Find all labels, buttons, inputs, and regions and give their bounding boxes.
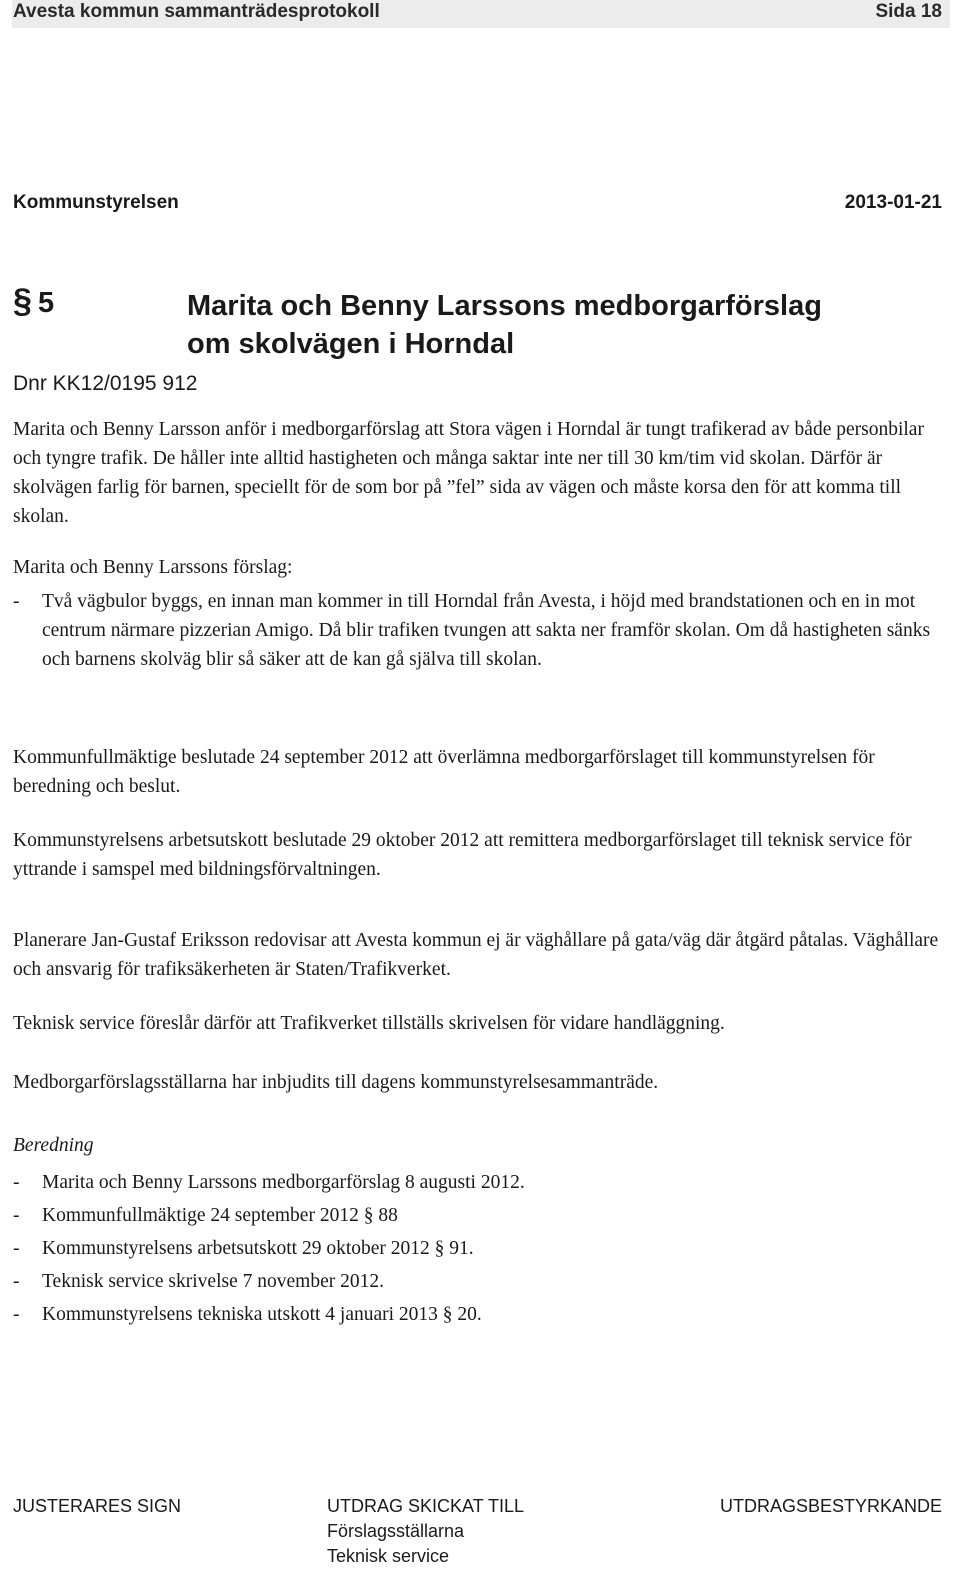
paragraph-text: Marita och Benny Larsson anför i medborgarförslag att Stora vägen i Horndal är tungt trafikerad av både personbilar och tyngre trafik. De håller inte alltid hastigheten och många saktar inte ner till 30 km/tim vid skolan. Därför är skolvägen farlig för barnen, speciellt för de som bor på ”fel” sida av vägen och måste korsa den för att komma till skolan. [13,419,924,527]
beredning-item-text: Teknisk service skrivelse 7 november 2012. [42,1271,384,1292]
paragraph-text: Kommunfullmäktige beslutade 24 september 2012 att överlämna medborgarförslaget till kommunstyrelsen för beredning och beslut. [13,747,875,797]
diary-number: Dnr KK12/0195 912 [13,372,198,395]
paragraph-planner-report [13,926,943,984]
list-item-text: Två vägbulor byggs, en innan man kommer in till Horndal från Avesta, i höjd med brandstationen och en in mot centrum närmare pizzerian Amigo. Då blir trafiken tvungen att sakta ner framför skolan. Om då hastigheten sänks och barnens skolväg blir så säker att de kan gå själva till skolan. [42,591,931,670]
proposal-list [13,587,943,674]
section-heading [187,287,822,363]
document-title: Avesta kommun sammanträdesprotokoll [13,1,380,22]
proposal-intro [13,553,943,582]
paragraph-text: Kommunstyrelsens arbetsutskott beslutade 29 oktober 2012 att remittera medborgarförslaget till teknisk service för yttrande i samspel med bildningsförvaltningen. [13,830,912,880]
paragraph-referral [13,743,943,801]
paragraph-proposal-decision [13,1009,943,1038]
paragraph-text: Medborgarförslagsställarna har inbjudits till dagens kommunstyrelsesammanträde. [13,1072,659,1093]
proposal-intro-text: Marita och Benny Larssons förslag: [13,557,293,578]
list-dash: - [13,1172,20,1193]
list-item [13,587,943,674]
page-number: Sida 18 [875,1,942,22]
beredning-item [13,1166,525,1199]
meeting-date: 2013-01-21 [844,192,942,213]
beredning-heading: Beredning [13,1135,94,1156]
list-dash: - [13,1271,20,1292]
paragraph-council-decision [13,826,943,884]
paragraph-background [13,415,943,531]
paragraph-invitation [13,1068,943,1097]
list-dash: - [13,591,20,612]
beredning-item-text: Kommunfullmäktige 24 september 2012 § 88 [42,1205,398,1226]
footer-recipient: Teknisk service [327,1546,450,1566]
committee-name: Kommunstyrelsen [13,192,179,213]
section-heading-line-2: om skolvägen i Horndal [187,328,515,360]
footer-utdrag-label: UTDRAG SKICKAT TILL [327,1496,525,1516]
beredning-item-text: Kommunstyrelsens tekniska utskott 4 januari 2013 § 20. [42,1304,482,1325]
beredning-item-text: Marita och Benny Larssons medborgarförslag 8 augusti 2012. [42,1172,525,1193]
list-dash: - [13,1238,20,1259]
section-mark: § [13,282,32,320]
beredning-item [13,1199,525,1232]
footer-justerares: JUSTERARES SIGN [13,1496,182,1516]
beredning-list [13,1166,525,1331]
footer-utdrag [327,1496,524,1567]
beredning-item [13,1298,525,1331]
beredning-item-text: Kommunstyrelsens arbetsutskott 29 oktober 2012 § 91. [42,1238,474,1259]
paragraph-text: Teknisk service föreslår därför att Trafikverket tillställs skrivelsen för vidare handläggning. [13,1013,725,1034]
section-heading-line-1: Marita och Benny Larssons medborgarförslag [187,290,822,322]
beredning-item [13,1265,525,1298]
section-number: 5 [38,287,55,319]
footer-recipient: Förslagsställarna [327,1521,465,1541]
list-dash: - [13,1205,20,1226]
paragraph-text: Planerare Jan-Gustaf Eriksson redovisar att Avesta kommun ej är väghållare på gata/väg där åtgärd påtalas. Väghållare och ansvarig för trafiksäkerheten är Staten/Trafikverket. [13,930,939,980]
footer-bestyrkande: UTDRAGSBESTYRKANDE [719,1496,942,1516]
beredning-item [13,1232,525,1265]
list-dash: - [13,1304,20,1325]
